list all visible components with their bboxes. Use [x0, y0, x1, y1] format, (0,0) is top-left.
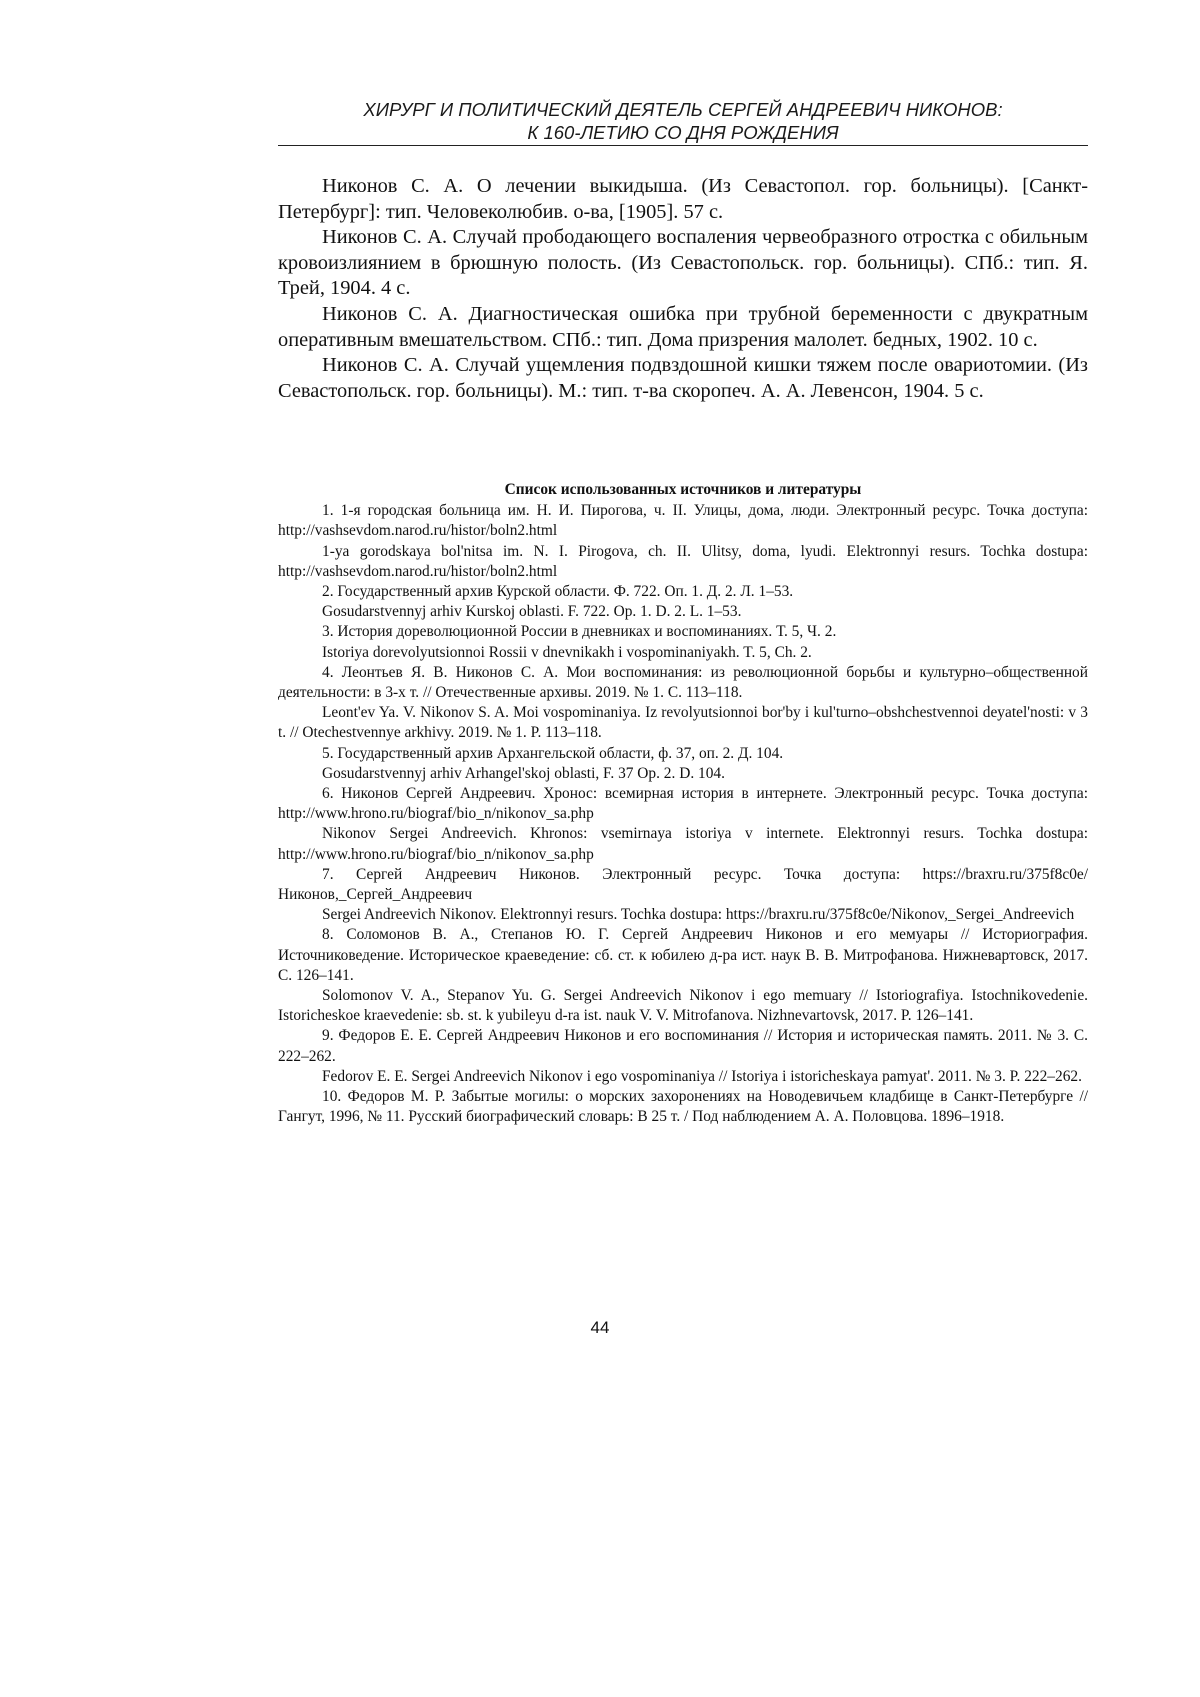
reference-item: 8. Соломонов В. А., Степанов Ю. Г. Сергей Андреевич Никонов и его мемуары // Историография. Источниковедение. Историческое краеведение: сб. ст. к юбилею д-ра ист. наук В. В. Митрофанова. Нижневартовск, 2017. С. 126–141.: [278, 926, 1088, 984]
reference-item: Gosudarstvennyj arhiv Arhangel'skoj oblasti, F. 37 Op. 2. D. 104.: [322, 764, 725, 782]
reference-item: 3. История дореволюционной России в дневниках и воспоминаниях. Т. 5, Ч. 2.: [322, 623, 837, 641]
reference-item: 4. Леонтьев Я. В. Никонов С. А. Мои воспоминания: из революционной борьбы и культурно–общественной деятельности: в 3-х т. // Отечественные архивы. 2019. № 1. С. 113–118.: [278, 663, 1088, 702]
references-section: [278, 480, 1088, 1128]
reference-item: 9. Федоров Е. Е. Сергей Андреевич Никонов и его воспоминания // История и историческая память. 2011. № 3. С. 222–262.: [278, 1027, 1088, 1065]
reference-item: Istoriya dorevolyutsionnoi Rossii v dnevnikakh i vospominaniyakh. T. 5, Ch. 2.: [322, 643, 812, 661]
reference-item: 1. 1-я городская больница им. Н. И. Пирогова, ч. II. Улицы, дома, люди. Электронный ресурс. Точка доступа: http://vashsevdom.narod.ru/histor/boln2.html: [278, 502, 1088, 540]
work-entry: Никонов С. А. Диагностическая ошибка при трубной беременности с двукратным оперативным вмешательством. СПб.: тип. Дома призрения малолет. бедных, 1902. 10 с.: [278, 302, 1088, 351]
work-entry: Никонов С. А. О лечении выкидыша. (Из Севастопол. гор. больницы). [Санкт-Петербург]: тип. Человеколюбив. о-ва, [1905]. 57 с.: [278, 175, 1088, 223]
reference-item: Nikonov Sergei Andreevich. Khronos: vsemirnaya istoriya v internete. Elektronnyi resurs. Tochka dostupa: http://www.hrono.ru/biograf/bio_n/nikonov_sa.php: [278, 825, 1088, 863]
page-number: 44: [590, 1318, 610, 1337]
reference-item: 2. Государственный архив Курской области. Ф. 722. Оп. 1. Д. 2. Л. 1–53.: [322, 583, 794, 601]
reference-item: 10. Федоров М. Р. Забытые могилы: о морских захоронениях на Новодевичьем кладбище в Санкт-Петербурге // Гангут, 1996, № 11. Русский биографический словарь: В 25 т. / Под наблюдением А. А. Половцова. 1896–1918.: [278, 1088, 1088, 1126]
reference-item: Solomonov V. A., Stepanov Yu. G. Sergei Andreevich Nikonov i ego memuary // Istoriografiya. Istochnikovedenie. Istoricheskoe kraevedenie: sb. st. k yubileyu d-ra ist. nauk V. V. Mitrofanova. Nizhnevartovsk, 2017. P. 126–141.: [278, 987, 1088, 1025]
references-title: Список использованных источников и литературы: [504, 481, 862, 498]
works-list: [278, 174, 1088, 404]
work-entry: Никонов С. А. Случай прободающего воспаления червеобразного отростка с обильным кровоизлиянием в брюшную полость. (Из Севастопольск. гор. больницы). СПб.: тип. Я. Трей, 1904. 4 с.: [278, 226, 1088, 300]
reference-item: 1-ya gorodskaya bol'nitsa im. N. I. Pirogova, ch. II. Ulitsy, doma, lyudi. Elektronnyi resurs. Tochka dostupa: http://vashsevdom.narod.ru/histor/boln2.html: [278, 542, 1088, 580]
running-header-line-1: ХИРУРГ И ПОЛИТИЧЕСКИЙ ДЕЯТЕЛЬ СЕРГЕЙ АНДРЕЕВИЧ НИКОНОВ:: [363, 99, 1003, 120]
reference-item: 7. Сергей Андреевич Никонов. Электронный ресурс. Точка доступа: https://braxru.ru/375f8c0e/Никонов,_Сергей_Андреевич: [278, 865, 1088, 904]
reference-item: Leont'ev Ya. V. Nikonov S. A. Moi vospominaniya. Iz revolyutsionnoi bor'by i kul'turno–obshchestvennoi deyatel'nosti: v 3 t. // Otechestvennye arkhivy. 2019. № 1. P. 113–118.: [278, 704, 1088, 742]
running-header: [278, 98, 1088, 146]
reference-item: 6. Никонов Сергей Андреевич. Хронос: всемирная история в интернете. Электронный ресурс. Точка доступа: http://www.hrono.ru/biograf/bio_n/nikonov_sa.php: [278, 785, 1088, 823]
reference-item: Sergei Andreevich Nikonov. Elektronnyi resurs. Tochka dostupa: https://braxru.ru/375f8c0e/Nikonov,_Sergei_Andreevich: [322, 906, 1075, 924]
reference-item: Gosudarstvennyj arhiv Kurskoj oblasti. F. 722. Op. 1. D. 2. L. 1–53.: [322, 603, 742, 621]
work-entry: Никонов С. А. Случай ущемления подвздошной кишки тяжем после овариотомии. (Из Севастопольск. гор. больницы). М.: тип. т-ва скоропеч. А. А. Левенсон, 1904. 5 с.: [278, 354, 1088, 402]
running-header-line-2: К 160-ЛЕТИЮ СО ДНЯ РОЖДЕНИЯ: [527, 122, 839, 143]
reference-item: Fedorov E. E. Sergei Andreevich Nikonov i ego vospominaniya // Istoriya i istoricheskaya pamyat'. 2011. № 3. P. 222–262.: [322, 1067, 1082, 1085]
reference-item: 5. Государственный архив Архангельской области, ф. 37, оп. 2. Д. 104.: [322, 744, 784, 762]
